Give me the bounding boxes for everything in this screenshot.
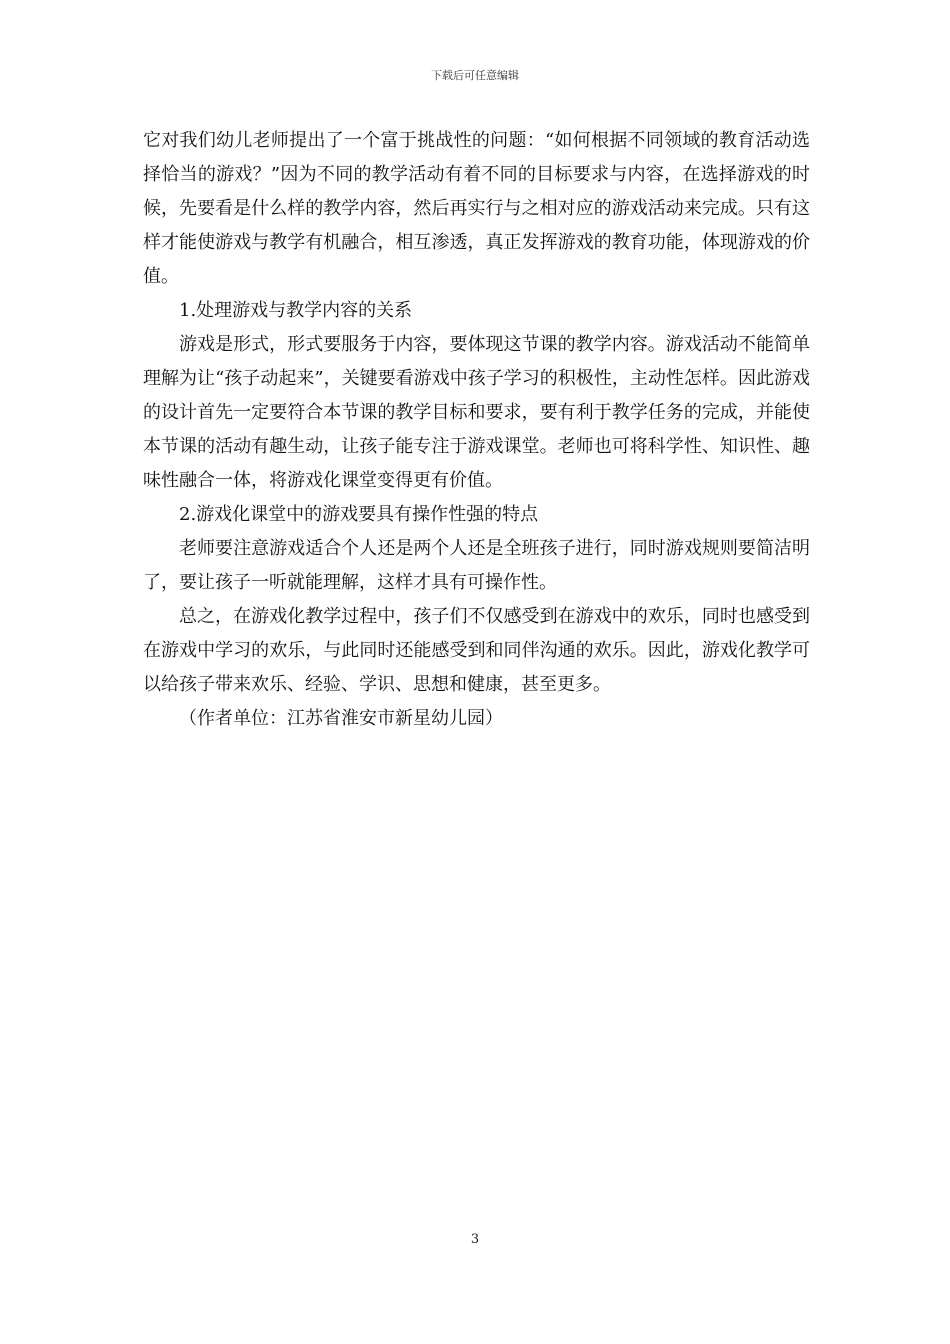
section-heading-2: 2.游戏化课堂中的游戏要具有操作性强的特点 [179,504,539,525]
paragraph-continuation: 它对我们幼儿老师提出了一个富于挑战性的问题：“如何根据不同领域的教育活动选择恰当的游戏？”因为不同的教学活动有着不同的目标要求与内容，在选择游戏的时候，先要看是什么样的教学内容，然后再实行与之相对应的游戏活动来完成。只有这样才能使游戏与教学有机融合，相互渗透，真正发挥游戏的教育功能，体现游戏的价值。 [143,130,810,287]
author-affiliation: （作者单位：江苏省淮安市新星幼儿园） [179,708,503,729]
document-body [143,124,810,736]
paragraph-conclusion: 总之，在游戏化教学过程中，孩子们不仅感受到在游戏中的欢乐，同时也感受到在游戏中学习的欢乐，与此同时还能感受到和同伴沟通的欢乐。因此，游戏化教学可以给孩子带来欢乐、经验、学识、思想和健康，甚至更多。 [143,606,810,695]
paragraph-section-2: 老师要注意游戏适合个人还是两个人还是全班孩子进行，同时游戏规则要简洁明了，要让孩子一听就能理解，这样才具有可操作性。 [143,538,810,593]
section-heading-1: 1.处理游戏与教学内容的关系 [179,300,413,321]
page-number: 3 [470,1232,480,1247]
paragraph-section-1: 游戏是形式，形式要服务于内容，要体现这节课的教学内容。游戏活动不能简单理解为让“孩子动起来”，关键要看游戏中孩子学习的积极性，主动性怎样。因此游戏的设计首先一定要符合本节课的教学目标和要求，要有利于教学任务的完成，并能使本节课的活动有趣生动，让孩子能专注于游戏课堂。老师也可将科学性、知识性、趣味性融合一体，将游戏化课堂变得更有价值。 [143,334,810,491]
page-header: 下载后可任意编辑 [431,69,519,82]
